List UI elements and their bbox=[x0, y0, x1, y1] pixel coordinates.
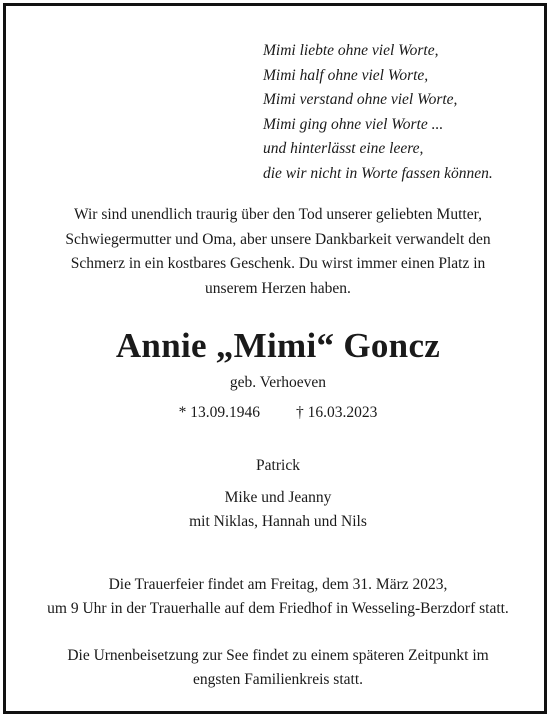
intro-line: Schmerz in ein kostbares Geschenk. Du wirst immer einen Platz in bbox=[70, 255, 486, 272]
mourner-line: mit Niklas, Hannah und Nils bbox=[189, 513, 367, 530]
birth-name: geb. Verhoeven bbox=[229, 374, 327, 391]
funeral-notice bbox=[6, 573, 550, 621]
urn-burial-notice bbox=[6, 644, 550, 692]
poem-line: Mimi verstand ohne viel Worte, bbox=[263, 91, 458, 108]
urn-line: Die Urnenbeisetzung zur See findet zu einem späteren Zeitpunkt im bbox=[67, 647, 489, 664]
poem-line: Mimi half ohne viel Worte, bbox=[263, 66, 429, 84]
life-dates bbox=[6, 402, 550, 424]
funeral-line: Die Trauerfeier findet am Freitag, dem 31. März 2023, bbox=[108, 576, 448, 593]
obituary-frame bbox=[3, 3, 547, 714]
intro-line: Wir sind unendlich traurig über den Tod unserer geliebten Mutter, bbox=[73, 206, 483, 223]
poem-line: Mimi ging ohne viel Worte ... bbox=[263, 115, 444, 133]
mourners bbox=[6, 454, 550, 534]
poem-line: die wir nicht in Worte fassen können. bbox=[263, 164, 493, 182]
poem bbox=[263, 39, 493, 186]
deceased-name: Annie „Mimi“ Goncz bbox=[115, 326, 441, 365]
poem-line: und hinterlässt eine leere, bbox=[263, 140, 424, 157]
death-date: † 16.03.2023 bbox=[296, 404, 378, 421]
intro-line: unserem Herzen haben. bbox=[205, 279, 351, 297]
poem-line: Mimi liebte ohne viel Worte, bbox=[263, 42, 439, 59]
mourner-line: Patrick bbox=[256, 457, 300, 474]
birth-date: * 13.09.1946 bbox=[178, 404, 260, 421]
mourner-line: Mike und Jeanny bbox=[224, 489, 332, 506]
funeral-line: um 9 Uhr in der Trauerhalle auf dem Friedhof in Wesseling-Berzdorf statt. bbox=[47, 600, 509, 617]
intro-line: Schwiegermutter und Oma, aber unsere Dankbarkeit verwandelt den bbox=[65, 230, 491, 248]
intro-text bbox=[6, 203, 550, 301]
urn-line: engsten Familienkreis statt. bbox=[192, 671, 364, 688]
